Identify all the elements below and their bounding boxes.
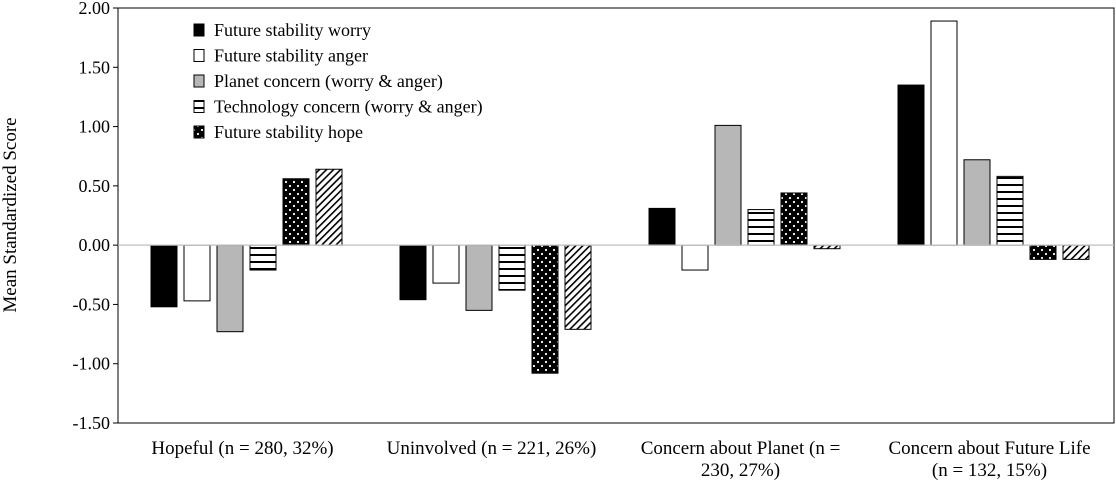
x-tick-label: Concern about Future Life xyxy=(888,438,1091,459)
bar xyxy=(433,245,459,283)
y-tick-label: 1.00 xyxy=(78,116,110,137)
bar xyxy=(316,169,342,245)
y-tick-label: 0.00 xyxy=(78,235,110,256)
y-tick-label: 1.50 xyxy=(78,57,110,78)
legend-swatch xyxy=(194,50,204,62)
bar xyxy=(283,179,309,245)
bar xyxy=(466,245,492,310)
bar xyxy=(964,160,990,245)
bar xyxy=(217,245,243,332)
bar xyxy=(682,245,708,270)
x-tick-label: 230, 27%) xyxy=(700,460,781,481)
bar xyxy=(565,245,591,329)
y-tick-label: 2.00 xyxy=(78,0,110,18)
bar xyxy=(898,85,924,245)
bar xyxy=(931,21,957,245)
x-tick-label: Uninvolved (n = 221, 26%) xyxy=(386,438,597,459)
legend-label: Future stability anger xyxy=(214,45,368,66)
bar xyxy=(151,245,177,307)
x-tick-label: (n = 132, 15%) xyxy=(931,460,1048,481)
bar xyxy=(781,193,807,245)
legend-label: Future stability hope xyxy=(214,122,363,142)
bar xyxy=(715,125,741,245)
bar xyxy=(250,245,276,270)
y-tick-label: -1.00 xyxy=(72,353,110,374)
legend-swatch xyxy=(194,101,204,113)
y-axis-ticks xyxy=(73,0,119,433)
y-tick-label: -0.50 xyxy=(72,294,110,315)
legend-swatch xyxy=(194,126,204,138)
bar xyxy=(499,245,525,290)
x-axis-labels xyxy=(151,438,1090,481)
y-tick-label: -1.50 xyxy=(72,413,110,433)
bar xyxy=(1030,245,1056,259)
y-tick-label: 0.50 xyxy=(78,175,110,196)
bar xyxy=(400,245,426,300)
x-tick-label: Concern about Planet (n = xyxy=(640,438,841,459)
legend-label: Technology concern (worry & anger) xyxy=(214,96,483,117)
y-axis-label: Mean Standardized Score xyxy=(0,117,21,313)
bar xyxy=(184,245,210,301)
bar xyxy=(748,210,774,246)
bar xyxy=(532,245,558,373)
legend-swatch xyxy=(194,75,204,87)
x-tick-label: Hopeful (n = 280, 32%) xyxy=(151,438,334,459)
bar xyxy=(997,176,1023,245)
legend xyxy=(194,20,483,142)
bar xyxy=(649,208,675,245)
bar xyxy=(1063,245,1089,259)
legend-label: Future stability worry xyxy=(214,20,371,40)
legend-swatch xyxy=(194,24,204,36)
legend-label: Planet concern (worry & anger) xyxy=(214,71,443,91)
